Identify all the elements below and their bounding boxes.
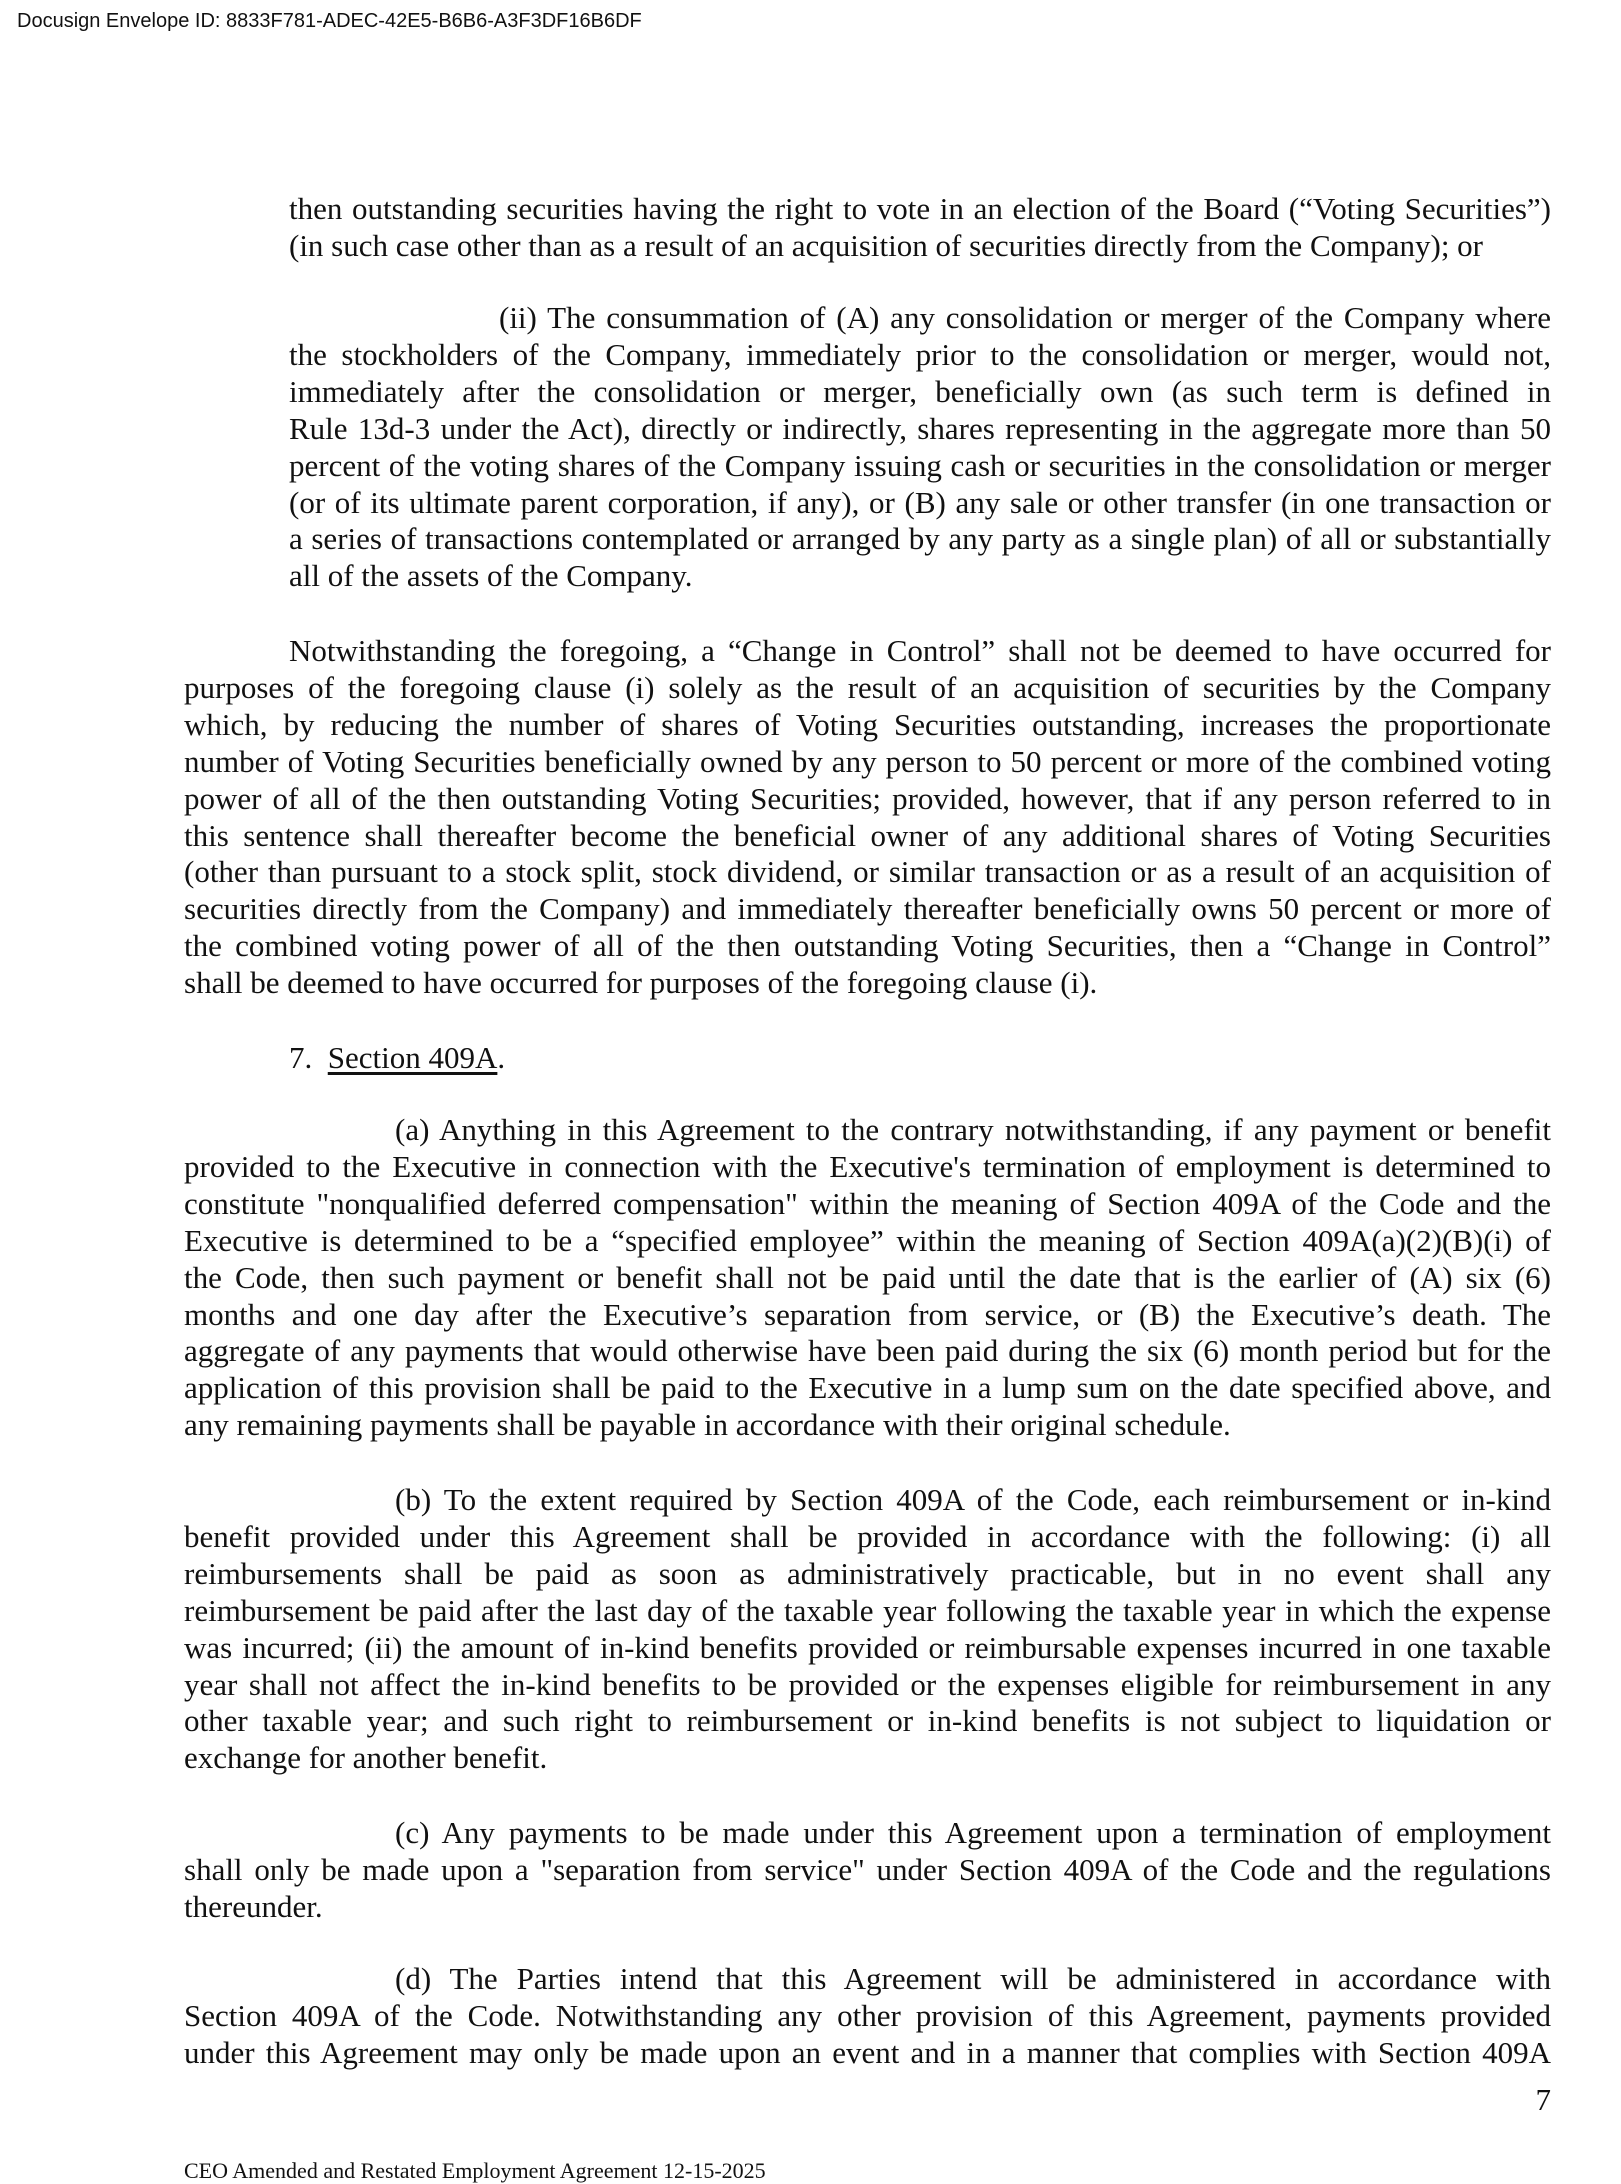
text-line: (d) The Parties intend that this Agreement will be administered in accordance with bbox=[395, 1961, 1551, 1996]
text-line: aggregate of any payments that would otherwise have been paid during the six (6) month period but for the bbox=[184, 1333, 1551, 1369]
paragraph-clause-ii bbox=[289, 300, 1551, 595]
section-trail: . bbox=[497, 1040, 506, 1075]
text-line: reimbursement be paid after the last day of the taxable year following the taxable year in which the expense bbox=[184, 1592, 1551, 1628]
text-line: year shall not affect the in-kind benefits to be provided or the expenses eligible for reimbursement in any bbox=[184, 1666, 1551, 1702]
text-line: purposes of the foregoing clause (i) solely as the result of an acquisition of securities by the Company bbox=[184, 669, 1551, 705]
text-line: then outstanding securities having the right to vote in an election of the Board (“Voting Securities”) bbox=[289, 191, 1551, 226]
text-line: number of Voting Securities beneficially owned by any person to 50 percent or more of the combined voting bbox=[184, 743, 1551, 779]
text-line: provided to the Executive in connection with the Executive's termination of employment is determined to bbox=[184, 1148, 1551, 1184]
text-line: the combined voting power of all of the then outstanding Voting Securities, then a “Change in Control” bbox=[184, 928, 1551, 964]
section-title: Section 409A bbox=[327, 1040, 498, 1075]
text-line: shall only be made upon a "separation from service" under Section 409A of the Code and the regulations bbox=[184, 1851, 1551, 1887]
text-line: application of this provision shall be paid to the Executive in a lump sum on the date specified above, and bbox=[184, 1370, 1551, 1406]
text-line: power of all of the then outstanding Voting Securities; provided, however, that if any person referred to in bbox=[184, 780, 1551, 816]
text-line: the stockholders of the Company, immediately prior to the consolidation or merger, would not, bbox=[289, 336, 1551, 372]
paragraph-notwithstanding bbox=[184, 633, 1551, 1002]
paragraph-d bbox=[184, 1961, 1551, 2072]
text-line: shall be deemed to have occurred for purposes of the foregoing clause (i). bbox=[184, 965, 1098, 1001]
text-line: was incurred; (ii) the amount of in-kind benefits provided or reimbursable expenses incurred in one taxable bbox=[184, 1629, 1551, 1665]
text-line: immediately after the consolidation or merger, beneficially own (as such term is defined in bbox=[289, 373, 1551, 409]
text-line: (other than pursuant to a stock split, stock dividend, or similar transaction or as a result of an acquisition of bbox=[184, 854, 1551, 890]
paragraph-a bbox=[184, 1112, 1551, 1444]
text-line: (b) To the extent required by Section 409A of the Code, each reimbursement or in-kind bbox=[395, 1482, 1551, 1517]
text-line: reimbursements shall be paid as soon as administratively practicable, but in no event shall any bbox=[184, 1555, 1551, 1591]
text-line: (ii) The consummation of (A) any consolidation or merger of the Company where bbox=[499, 300, 1551, 335]
text-line: Notwithstanding the foregoing, a “Change in Control” shall not be deemed to have occurred for bbox=[289, 633, 1551, 668]
text-line: (a) Anything in this Agreement to the contrary notwithstanding, if any payment or benefit bbox=[395, 1112, 1551, 1147]
text-line: a series of transactions contemplated or arranged by any party as a single plan) of all or substantially bbox=[289, 521, 1551, 557]
text-line: exchange for another benefit. bbox=[184, 1740, 548, 1776]
footer: CEO Amended and Restated Employment Agreement 12-15-2025 bbox=[184, 2158, 766, 2183]
paragraph-b bbox=[184, 1482, 1551, 1777]
section-number: 7. bbox=[289, 1040, 313, 1075]
text-line: under this Agreement may only be made upon an event and in a manner that complies with Section 409A bbox=[184, 2034, 1551, 2070]
text-line: (or of its ultimate parent corporation, if any), or (B) any sale or other transfer (in one transaction or bbox=[289, 484, 1551, 520]
text-line: which, by reducing the number of shares of Voting Securities outstanding, increases the proportionate bbox=[184, 706, 1551, 742]
paragraph-voting-securities bbox=[289, 191, 1551, 265]
paragraph-c bbox=[184, 1815, 1551, 1926]
text-line: percent of the voting shares of the Company issuing cash or securities in the consolidation or merger bbox=[289, 447, 1551, 483]
text-line: the Code, then such payment or benefit shall not be paid until the date that is the earlier of (A) six (6) bbox=[184, 1259, 1551, 1295]
text-line: any remaining payments shall be payable in accordance with their original schedule. bbox=[184, 1407, 1231, 1443]
text-line: (in such case other than as a result of an acquisition of securities directly from the Company); or bbox=[289, 227, 1483, 263]
page-number: 7 bbox=[1535, 2082, 1551, 2117]
text-line: Executive is determined to be a “specified employee” within the meaning of Section 409A(a)(2)(B)(i) of bbox=[184, 1222, 1551, 1258]
text-line: (c) Any payments to be made under this Agreement upon a termination of employment bbox=[395, 1815, 1551, 1850]
text-line: other taxable year; and such right to reimbursement or in-kind benefits is not subject to liquidation or bbox=[184, 1703, 1551, 1739]
text-line: months and one day after the Executive’s separation from service, or (B) the Executive’s death. The bbox=[184, 1296, 1551, 1332]
text-line: securities directly from the Company) and immediately thereafter beneficially owns 50 percent or more of bbox=[184, 891, 1551, 927]
text-line: Rule 13d-3 under the Act), directly or indirectly, shares representing in the aggregate more than 50 bbox=[289, 410, 1551, 446]
text-line: this sentence shall thereafter become the beneficial owner of any additional shares of Voting Securities bbox=[184, 817, 1551, 853]
envelope-id: Docusign Envelope ID: 8833F781-ADEC-42E5-B6B6-A3F3DF16B6DF bbox=[17, 10, 642, 32]
text-line: Section 409A of the Code. Notwithstanding any other provision of this Agreement, payments provided bbox=[184, 1997, 1551, 2033]
text-line: benefit provided under this Agreement shall be provided in accordance with the following: (i) all bbox=[184, 1518, 1551, 1554]
section-heading bbox=[289, 1040, 505, 1077]
text-line: thereunder. bbox=[184, 1888, 323, 1924]
text-line: all of the assets of the Company. bbox=[289, 558, 693, 594]
text-line: constitute "nonqualified deferred compensation" within the meaning of Section 409A of the Code and the bbox=[184, 1185, 1551, 1221]
